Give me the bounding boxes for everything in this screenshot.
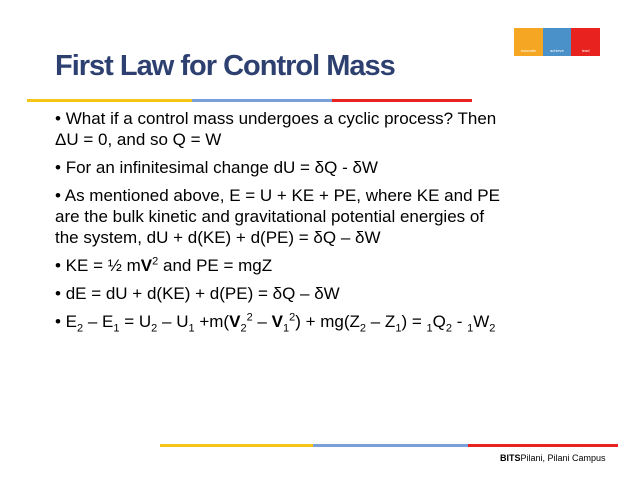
logo-block-lead: lead <box>571 28 600 56</box>
bullet-text: the system, dU + d(KE) + d(PE) = δQ – δW <box>55 228 381 247</box>
bullet-infinitesimal <box>55 157 575 178</box>
slide-title: First Law for Control Mass <box>55 50 395 82</box>
bullet-energy-definition <box>55 185 575 248</box>
bullet-integrated-form: • $E_2 - E_1 = U_2 - U_1 +m(V_2^2 - V_1^2) + mg(Z_2 - Z_1) = _1Q_2 - _1W_2$ <box>55 311 496 335</box>
bullet-marker: • <box>55 312 61 331</box>
logo-block-innovate: innovate <box>514 28 543 56</box>
bullet-marker: • <box>55 256 61 275</box>
bullet-text: What if a control mass undergoes a cyclic process? Then <box>65 109 497 128</box>
footer-rule-red <box>468 444 618 447</box>
bullet-text: As mentioned above, E = U + KE + PE, where KE and PE <box>64 186 500 205</box>
footer-campus-name: Pilani, Pilani Campus <box>520 453 606 463</box>
title-underline <box>27 99 472 102</box>
bullet-marker: • <box>55 186 61 205</box>
bullet-list <box>55 108 575 339</box>
bullet-marker: • <box>55 109 61 128</box>
bullet-marker: • <box>55 158 61 177</box>
bullet-text: For an infinitesimal change dU = δQ - δW <box>65 158 378 177</box>
footer-rule-blue <box>313 444 468 447</box>
bullet-text: dE = dU + d(KE) + d(PE) = δQ – δW <box>65 284 340 303</box>
underline-red <box>332 99 472 102</box>
footer-brand: BITS <box>500 453 521 463</box>
bullet-marker: • <box>55 284 61 303</box>
bullet-de <box>55 283 575 304</box>
bullet-text: are the bulk kinetic and gravitational potential energies of <box>55 207 485 226</box>
logo-block-achieve: achieve <box>543 28 572 56</box>
footer-campus <box>500 453 606 463</box>
underline-yellow <box>27 99 192 102</box>
bullet-cyclic-process <box>55 108 575 150</box>
institute-logo <box>514 28 600 56</box>
bullet-text: ΔU = 0, and so Q = W <box>55 130 222 149</box>
bullet-ke-pe: • KE = ½ $mV^2$ and PE = mgZ <box>55 255 273 275</box>
footer-rule-yellow <box>160 444 313 447</box>
footer-rule <box>160 444 618 447</box>
underline-blue <box>192 99 332 102</box>
